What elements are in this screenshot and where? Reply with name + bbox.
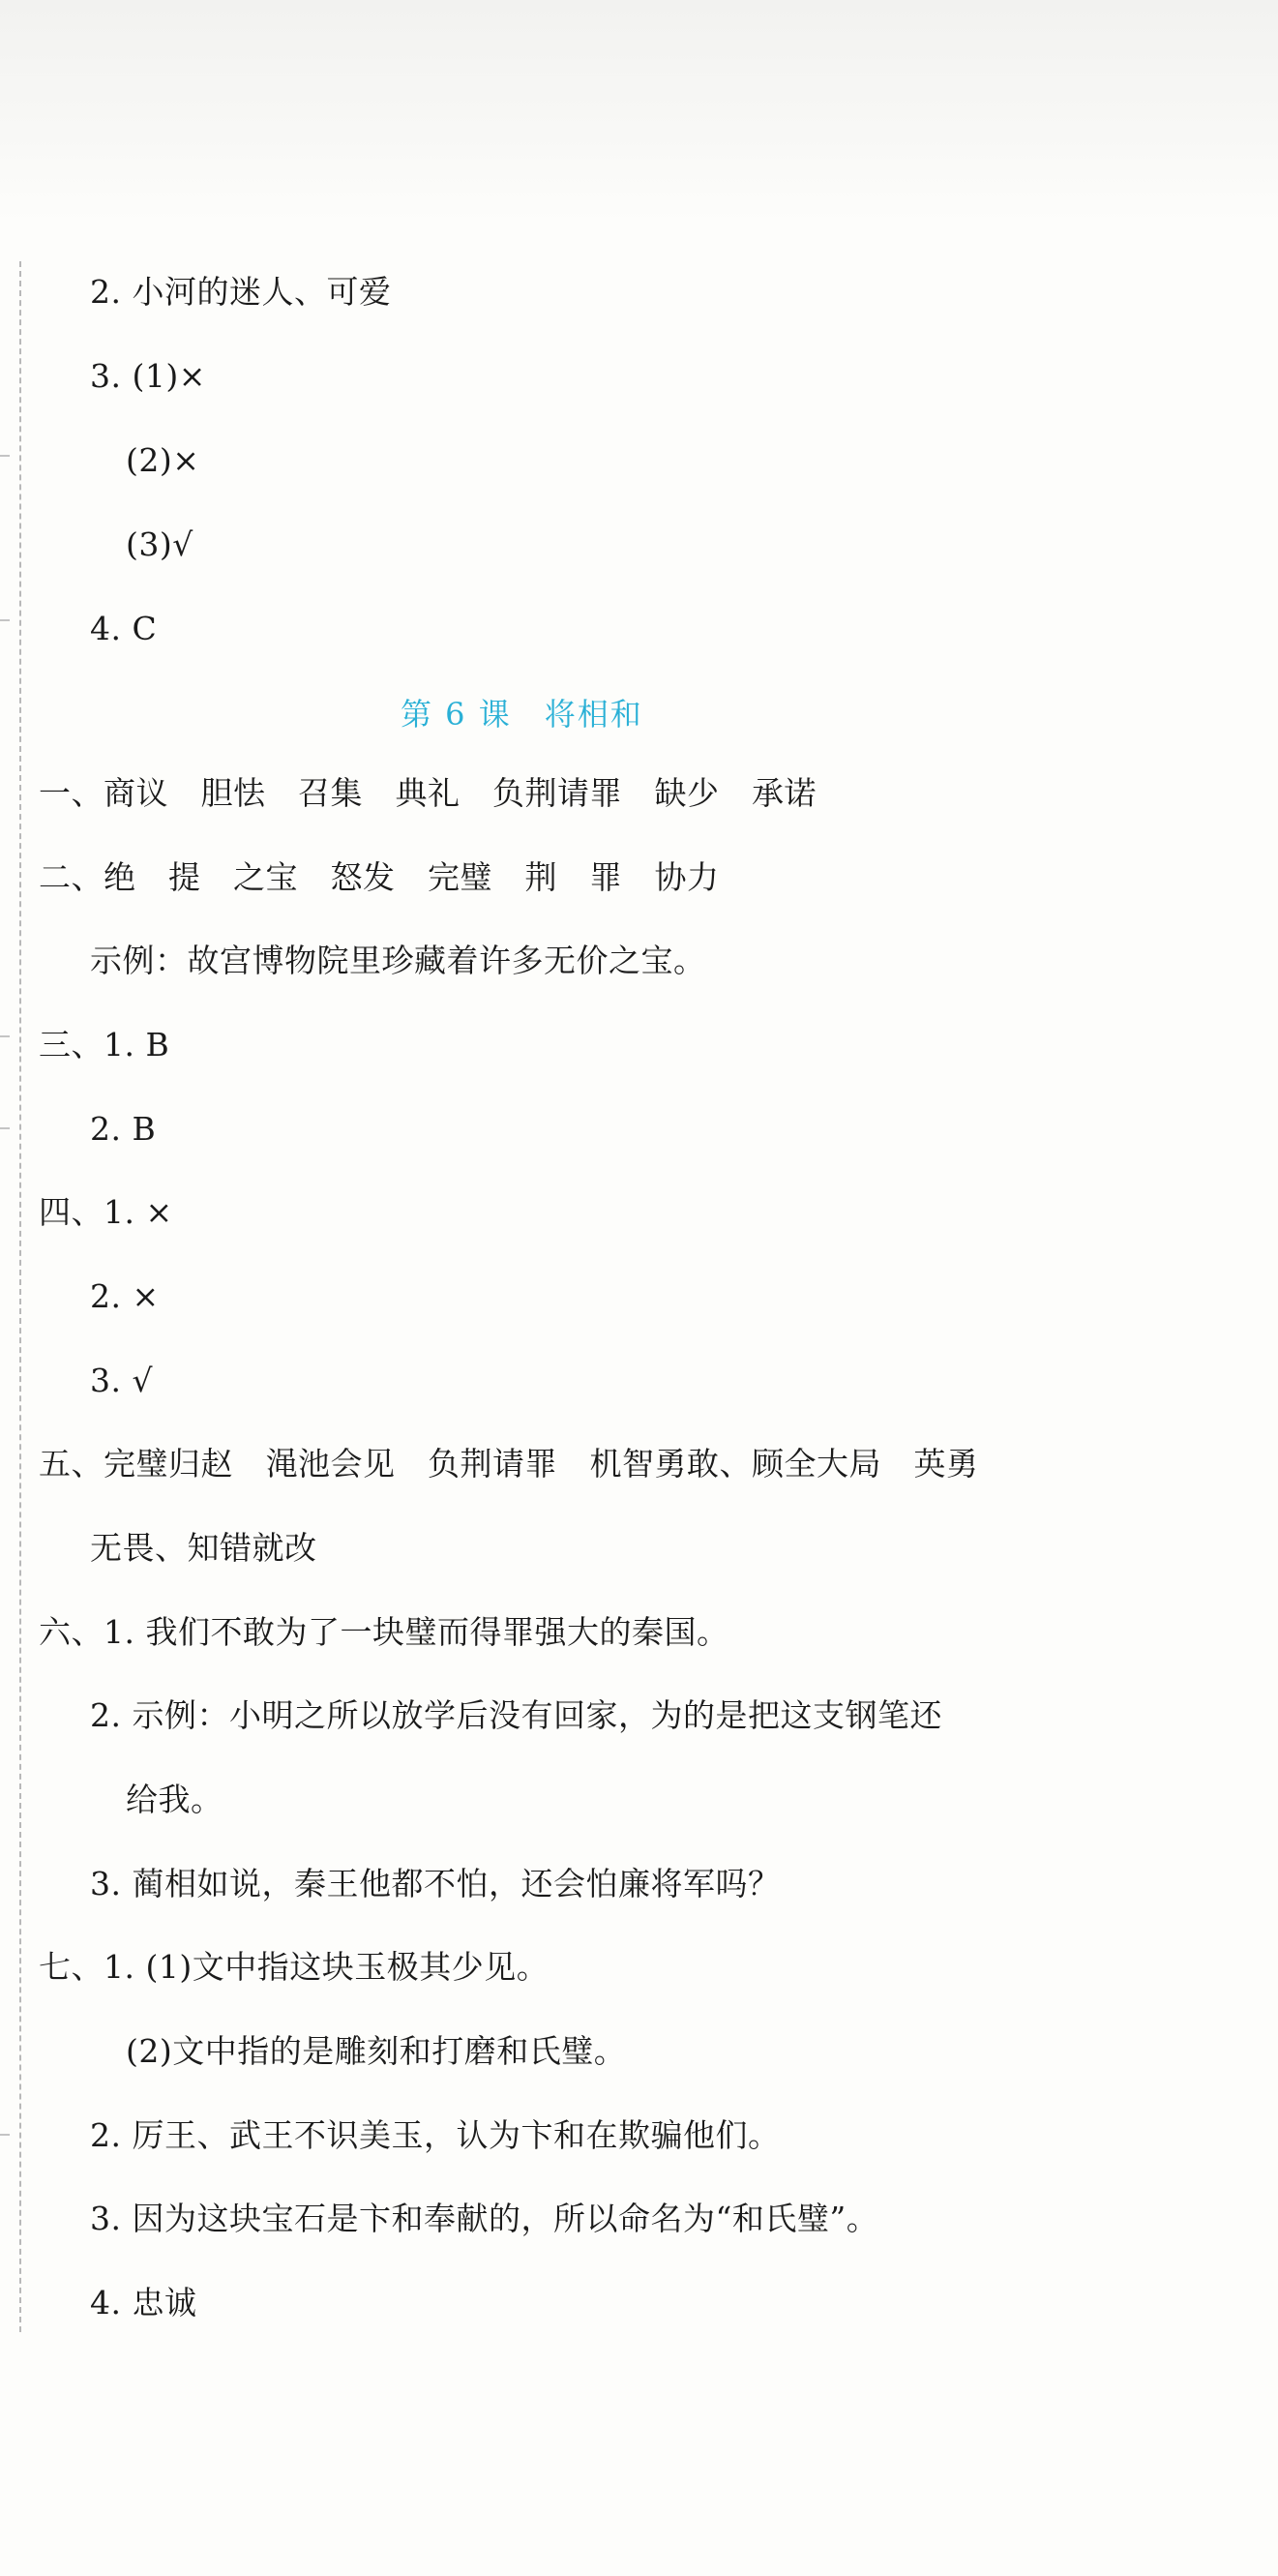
top-scan-shade <box>0 0 1278 223</box>
answer-line: 示例：故宫博物院里珍藏着许多无价之宝。 <box>90 942 706 979</box>
answer-line: 2. 小河的迷人、可爱 <box>90 273 392 311</box>
answer-line: 四、1. × <box>39 1193 173 1231</box>
answer-line: 3. 因为这块宝石是卞和奉献的，所以命名为“和氏璧”。 <box>90 2200 879 2237</box>
answer-line: 五、完璧归赵 渑池会见 负荆请罪 机智勇敢、顾全大局 英勇 <box>39 1445 979 1483</box>
binding-mark <box>0 1035 10 1037</box>
lesson-number: 第 6 课 <box>401 696 512 733</box>
lesson-name: 将相和 <box>544 696 643 733</box>
binding-dashed-line <box>19 261 21 2332</box>
binding-mark <box>0 619 10 621</box>
answer-line: 2. × <box>90 1277 160 1315</box>
binding-mark <box>0 2134 10 2136</box>
answer-line: 二、绝 提 之宝 怒发 完璧 荆 罪 协力 <box>39 858 720 896</box>
answer-line: 一、商议 胆怯 召集 典礼 负荆请罪 缺少 承诺 <box>39 774 817 812</box>
answer-line: 给我。 <box>126 1781 223 1818</box>
answer-line: 3. (1)× <box>90 357 206 395</box>
answer-line: (2)文中指的是雕刻和打磨和氏璧。 <box>126 2032 627 2070</box>
answer-line: 3. √ <box>90 1362 154 1399</box>
binding-mark <box>0 1127 10 1129</box>
answer-line: 3. 蔺相如说，秦王他都不怕，还会怕廉将军吗？ <box>90 1865 781 1902</box>
lesson-title <box>401 695 643 734</box>
binding-mark <box>0 455 10 457</box>
answer-line: 4. 忠诚 <box>90 2284 197 2321</box>
answer-line: 七、1. (1)文中指这块玉极其少见。 <box>39 1948 550 1986</box>
answer-line: 2. 厉王、武王不识美玉，认为卞和在欺骗他们。 <box>90 2116 781 2154</box>
answer-line: 三、1. B <box>39 1026 170 1063</box>
answer-line: 2. B <box>90 1110 157 1148</box>
answer-line: 2. 示例：小明之所以放学后没有回家，为的是把这支钢笔还 <box>90 1696 942 1734</box>
answer-line: 六、1. 我们不敢为了一块璧而得罪强大的秦国。 <box>39 1613 729 1651</box>
answer-line: 4. C <box>90 610 158 647</box>
answer-line: (2)× <box>126 441 200 479</box>
answer-line: (3)√ <box>126 525 193 563</box>
answer-line: 无畏、知错就改 <box>90 1529 317 1567</box>
